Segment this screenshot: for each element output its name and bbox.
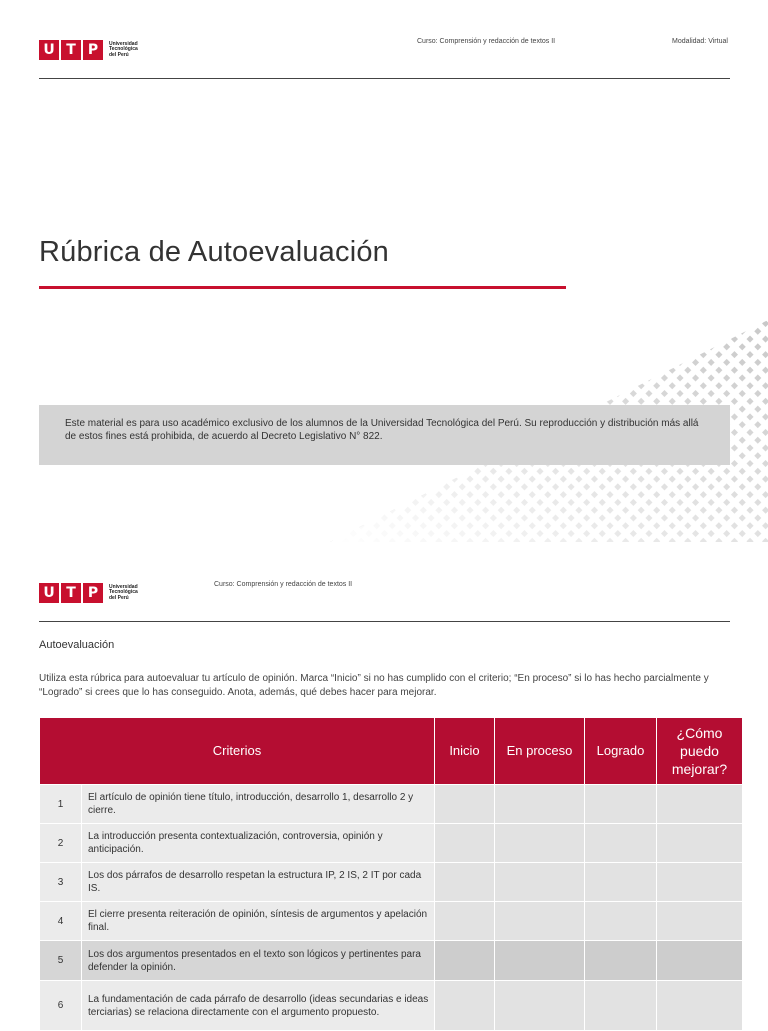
- logo-university-name: Universidad Tecnológica del Perú: [109, 583, 138, 601]
- utp-logo-page2: [39, 583, 143, 603]
- inicio-cell[interactable]: [435, 785, 495, 824]
- en-proceso-cell[interactable]: [495, 902, 585, 941]
- inicio-cell[interactable]: [435, 863, 495, 902]
- criterion-text: El artículo de opinión tiene título, introducción, desarrollo 1, desarrollo 2 y cierre.: [82, 785, 435, 824]
- table-row: [40, 785, 743, 824]
- inicio-cell[interactable]: [435, 981, 495, 1031]
- header-en-proceso: En proceso: [495, 718, 585, 785]
- row-number: 5: [40, 941, 82, 981]
- header-divider-page2: [39, 621, 730, 622]
- mejorar-cell[interactable]: [657, 863, 743, 902]
- criterion-text: Los dos argumentos presentados en el texto son lógicos y pertinentes para defender la opinión.: [82, 941, 435, 981]
- inicio-cell[interactable]: [435, 902, 495, 941]
- copyright-disclaimer: Este material es para uso académico exclusivo de los alumnos de la Universidad Tecnológica del Perú. Su reproducción y distribución más allá de estos fines está prohibida, de acuerdo al Decreto Legislativo N° 822.: [39, 405, 730, 465]
- criterion-text: El cierre presenta reiteración de opinión, síntesis de argumentos y apelación final.: [82, 902, 435, 941]
- mejorar-cell[interactable]: [657, 785, 743, 824]
- logo-university-name: Universidad Tecnológica del Perú: [109, 40, 138, 58]
- criterion-text: Los dos párrafos de desarrollo respetan la estructura IP, 2 IS, 2 IT por cada IS.: [82, 863, 435, 902]
- en-proceso-cell[interactable]: [495, 785, 585, 824]
- row-number: 3: [40, 863, 82, 902]
- header-divider: [39, 78, 730, 79]
- inicio-cell[interactable]: [435, 941, 495, 981]
- criterion-text: La introducción presenta contextualización, controversia, opinión y anticipación.: [82, 824, 435, 863]
- course-label: Curso: Comprensión y redacción de textos II: [417, 38, 556, 45]
- en-proceso-cell[interactable]: [495, 981, 585, 1031]
- title-underline: [39, 286, 566, 289]
- page-title: Rúbrica de Autoevaluación: [39, 236, 390, 268]
- logrado-cell[interactable]: [585, 824, 657, 863]
- logrado-cell[interactable]: [585, 902, 657, 941]
- logo-letter-t: T: [61, 40, 81, 60]
- logo-letter-p: P: [83, 583, 103, 603]
- course-label-page2: Curso: Comprensión y redacción de textos II: [214, 581, 353, 588]
- mejorar-cell[interactable]: [657, 824, 743, 863]
- rubric-table: [39, 717, 743, 1031]
- table-header-row: [40, 718, 743, 785]
- logo-letter-u: U: [39, 40, 59, 60]
- header-inicio: Inicio: [435, 718, 495, 785]
- logrado-cell[interactable]: [585, 785, 657, 824]
- en-proceso-cell[interactable]: [495, 863, 585, 902]
- header-logrado: Logrado: [585, 718, 657, 785]
- logrado-cell[interactable]: [585, 863, 657, 902]
- table-row: [40, 863, 743, 902]
- instructions-paragraph: Utiliza esta rúbrica para autoevaluar tu artículo de opinión. Marca “Inicio” si no has cumplido con el criterio; “En proceso” si lo has hecho parcialmente y “Logrado” si crees que lo has conseguido. Anota, además, qué debes hacer para mejorar.: [39, 673, 709, 698]
- logrado-cell[interactable]: [585, 941, 657, 981]
- inicio-cell[interactable]: [435, 824, 495, 863]
- logo-letter-t: T: [61, 583, 81, 603]
- mejorar-cell[interactable]: [657, 981, 743, 1031]
- logo-letter-u: U: [39, 583, 59, 603]
- en-proceso-cell[interactable]: [495, 824, 585, 863]
- en-proceso-cell[interactable]: [495, 941, 585, 981]
- modality-label: Modalidad: Virtual: [672, 38, 728, 45]
- table-row: [40, 824, 743, 863]
- mejorar-cell[interactable]: [657, 902, 743, 941]
- utp-logo: [39, 40, 143, 60]
- header-como-mejorar: ¿Cómo puedo mejorar?: [657, 718, 743, 785]
- row-number: 6: [40, 981, 82, 1031]
- row-number: 4: [40, 902, 82, 941]
- logrado-cell[interactable]: [585, 981, 657, 1031]
- header-criterios: Criterios: [40, 718, 435, 785]
- criterion-text: La fundamentación de cada párrafo de desarrollo (ideas secundarias e ideas terciarias) se relaciona directamente con el argumento propuesto.: [82, 981, 435, 1031]
- table-row: [40, 941, 743, 981]
- row-number: 1: [40, 785, 82, 824]
- table-row: [40, 902, 743, 941]
- table-row: [40, 981, 743, 1031]
- row-number: 2: [40, 824, 82, 863]
- mejorar-cell[interactable]: [657, 941, 743, 981]
- section-title: Autoevaluación: [39, 639, 115, 651]
- logo-letter-p: P: [83, 40, 103, 60]
